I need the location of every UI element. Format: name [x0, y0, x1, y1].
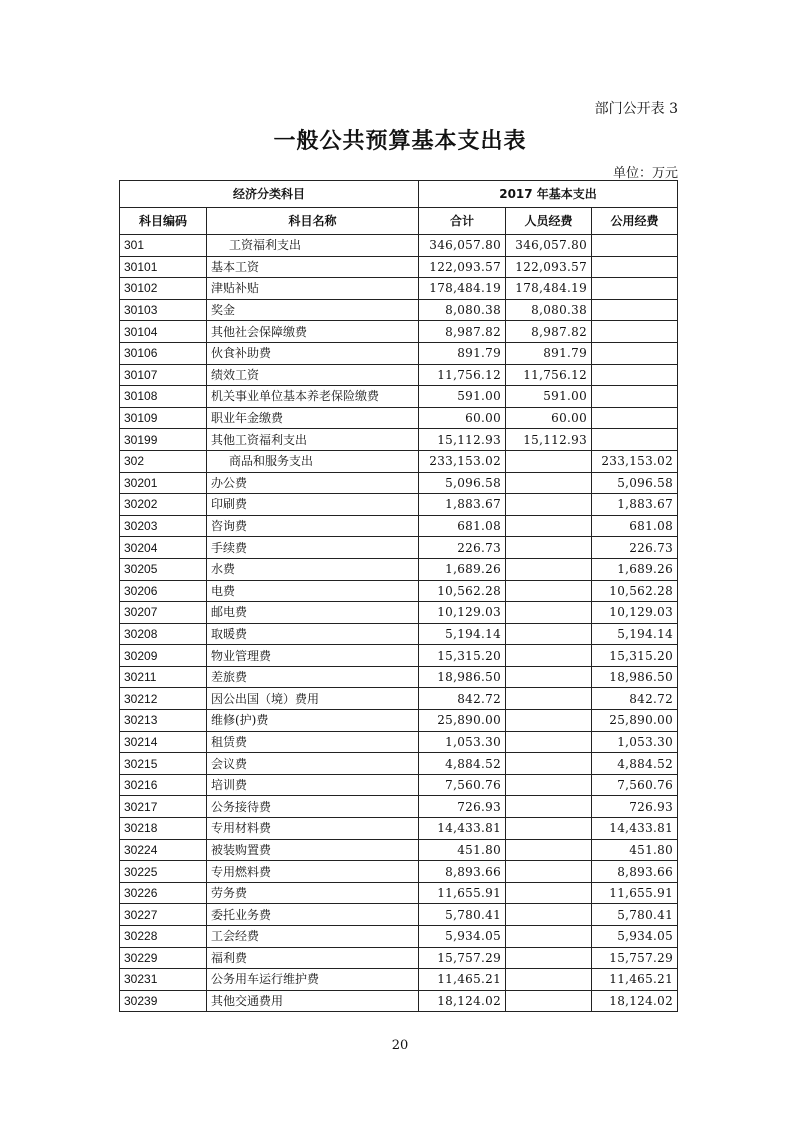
table-row: [120, 494, 678, 516]
table-row: [120, 537, 678, 559]
cell-name: 津贴补贴: [207, 278, 419, 300]
cell-total: 226.73: [419, 537, 506, 559]
table-row: [120, 926, 678, 948]
cell-total: 122,093.57: [419, 256, 506, 278]
cell-name: 奖金: [207, 299, 419, 321]
cell-personnel: [506, 537, 592, 559]
cell-code: 30203: [120, 515, 207, 537]
cell-total: 15,757.29: [419, 947, 506, 969]
header-economic-classification: 经济分类科目: [120, 181, 419, 208]
table-row: [120, 342, 678, 364]
cell-total: 5,096.58: [419, 472, 506, 494]
cell-public: [592, 321, 678, 343]
table-row: [120, 235, 678, 257]
cell-name: 其他工资福利支出: [207, 429, 419, 451]
cell-personnel: 122,093.57: [506, 256, 592, 278]
header-basic-expenditure: 2017 年基本支出: [419, 181, 678, 208]
cell-code: 30229: [120, 947, 207, 969]
cell-total: 18,124.02: [419, 990, 506, 1012]
table-row: [120, 623, 678, 645]
cell-code: 30107: [120, 364, 207, 386]
table-row: [120, 256, 678, 278]
cell-total: 1,053.30: [419, 731, 506, 753]
cell-code: 30108: [120, 386, 207, 408]
table-row: [120, 969, 678, 991]
cell-public: 451.80: [592, 839, 678, 861]
cell-personnel: [506, 666, 592, 688]
table-row: [120, 278, 678, 300]
cell-code: 30212: [120, 688, 207, 710]
cell-total: 178,484.19: [419, 278, 506, 300]
cell-total: 5,194.14: [419, 623, 506, 645]
cell-public: 1,883.67: [592, 494, 678, 516]
cell-public: [592, 386, 678, 408]
cell-name: 物业管理费: [207, 645, 419, 667]
cell-code: 30109: [120, 407, 207, 429]
table-row: [120, 386, 678, 408]
cell-code: 30206: [120, 580, 207, 602]
cell-public: 4,884.52: [592, 753, 678, 775]
unit-label: 单位：万元: [612, 166, 678, 181]
cell-total: 8,893.66: [419, 861, 506, 883]
cell-public: 842.72: [592, 688, 678, 710]
cell-code: 30204: [120, 537, 207, 559]
cell-total: 8,080.38: [419, 299, 506, 321]
cell-personnel: [506, 904, 592, 926]
cell-code: 30225: [120, 861, 207, 883]
cell-code: 30209: [120, 645, 207, 667]
budget-table: [119, 180, 678, 1012]
cell-code: 30214: [120, 731, 207, 753]
cell-personnel: 60.00: [506, 407, 592, 429]
cell-public: 18,124.02: [592, 990, 678, 1012]
cell-name: 取暖费: [207, 623, 419, 645]
cell-public: 233,153.02: [592, 450, 678, 472]
cell-personnel: [506, 558, 592, 580]
table-row: [120, 602, 678, 624]
cell-public: 15,757.29: [592, 947, 678, 969]
table-row: [120, 515, 678, 537]
cell-total: 591.00: [419, 386, 506, 408]
cell-name: 会议费: [207, 753, 419, 775]
cell-code: 30213: [120, 710, 207, 732]
cell-personnel: [506, 774, 592, 796]
table-row: [120, 990, 678, 1012]
cell-personnel: [506, 990, 592, 1012]
cell-total: 11,655.91: [419, 882, 506, 904]
cell-name: 公务接待费: [207, 796, 419, 818]
cell-personnel: [506, 796, 592, 818]
cell-total: 451.80: [419, 839, 506, 861]
cell-name: 水费: [207, 558, 419, 580]
cell-name: 机关事业单位基本养老保险缴费: [207, 386, 419, 408]
cell-personnel: 8,080.38: [506, 299, 592, 321]
header-group-row: [120, 181, 678, 208]
cell-name: 工资福利支出: [207, 235, 419, 257]
cell-public: 726.93: [592, 796, 678, 818]
cell-total: 8,987.82: [419, 321, 506, 343]
cell-public: 1,689.26: [592, 558, 678, 580]
cell-total: 25,890.00: [419, 710, 506, 732]
cell-personnel: [506, 882, 592, 904]
table-row: [120, 580, 678, 602]
cell-code: 30207: [120, 602, 207, 624]
cell-name: 劳务费: [207, 882, 419, 904]
cell-code: 30216: [120, 774, 207, 796]
cell-name: 印刷费: [207, 494, 419, 516]
cell-public: [592, 342, 678, 364]
cell-personnel: 591.00: [506, 386, 592, 408]
cell-personnel: [506, 645, 592, 667]
page-label: 部门公开表 3: [594, 101, 678, 117]
cell-name: 办公费: [207, 472, 419, 494]
cell-code: 30224: [120, 839, 207, 861]
cell-code: 30218: [120, 818, 207, 840]
table-row: [120, 882, 678, 904]
cell-total: 891.79: [419, 342, 506, 364]
cell-name: 其他交通费用: [207, 990, 419, 1012]
cell-total: 842.72: [419, 688, 506, 710]
table-row: [120, 861, 678, 883]
cell-total: 15,112.93: [419, 429, 506, 451]
cell-public: 14,433.81: [592, 818, 678, 840]
cell-total: 10,562.28: [419, 580, 506, 602]
cell-name: 专用材料费: [207, 818, 419, 840]
page-title: 一般公共预算基本支出表: [273, 129, 527, 154]
header-code: 科目编码: [120, 208, 207, 235]
cell-code: 30231: [120, 969, 207, 991]
cell-name: 职业年金缴费: [207, 407, 419, 429]
cell-code: 30217: [120, 796, 207, 818]
cell-total: 1,883.67: [419, 494, 506, 516]
cell-public: [592, 256, 678, 278]
table-row: [120, 796, 678, 818]
header-name: 科目名称: [207, 208, 419, 235]
cell-total: 4,884.52: [419, 753, 506, 775]
cell-name: 培训费: [207, 774, 419, 796]
cell-public: [592, 364, 678, 386]
cell-personnel: [506, 969, 592, 991]
cell-name: 委托业务费: [207, 904, 419, 926]
cell-code: 30101: [120, 256, 207, 278]
cell-code: 302: [120, 450, 207, 472]
cell-code: 30208: [120, 623, 207, 645]
cell-name: 被装购置费: [207, 839, 419, 861]
cell-code: 30211: [120, 666, 207, 688]
cell-personnel: [506, 731, 592, 753]
header-personnel: 人员经费: [506, 208, 592, 235]
cell-total: 60.00: [419, 407, 506, 429]
table-row: [120, 731, 678, 753]
cell-public: 11,655.91: [592, 882, 678, 904]
cell-code: 30102: [120, 278, 207, 300]
cell-total: 18,986.50: [419, 666, 506, 688]
cell-public: 5,934.05: [592, 926, 678, 948]
cell-total: 681.08: [419, 515, 506, 537]
cell-public: 18,986.50: [592, 666, 678, 688]
cell-name: 邮电费: [207, 602, 419, 624]
cell-public: 25,890.00: [592, 710, 678, 732]
cell-name: 电费: [207, 580, 419, 602]
cell-personnel: [506, 818, 592, 840]
cell-personnel: [506, 580, 592, 602]
table-body: [120, 235, 678, 1012]
cell-code: 30228: [120, 926, 207, 948]
cell-code: 301: [120, 235, 207, 257]
cell-name: 伙食补助费: [207, 342, 419, 364]
table-row: [120, 904, 678, 926]
cell-personnel: 891.79: [506, 342, 592, 364]
cell-public: 5,096.58: [592, 472, 678, 494]
cell-public: 226.73: [592, 537, 678, 559]
cell-public: 10,129.03: [592, 602, 678, 624]
table-row: [120, 299, 678, 321]
cell-name: 租赁费: [207, 731, 419, 753]
cell-name: 商品和服务支出: [207, 450, 419, 472]
cell-name: 差旅费: [207, 666, 419, 688]
table-row: [120, 364, 678, 386]
table-row: [120, 321, 678, 343]
table-row: [120, 839, 678, 861]
cell-public: 5,194.14: [592, 623, 678, 645]
cell-total: 14,433.81: [419, 818, 506, 840]
cell-personnel: [506, 839, 592, 861]
cell-code: 30103: [120, 299, 207, 321]
cell-personnel: [506, 947, 592, 969]
cell-name: 绩效工资: [207, 364, 419, 386]
cell-total: 1,689.26: [419, 558, 506, 580]
cell-total: 5,780.41: [419, 904, 506, 926]
cell-code: 30199: [120, 429, 207, 451]
cell-public: [592, 278, 678, 300]
cell-public: [592, 407, 678, 429]
cell-name: 咨询费: [207, 515, 419, 537]
cell-public: 5,780.41: [592, 904, 678, 926]
header-total: 合计: [419, 208, 506, 235]
cell-public: 8,893.66: [592, 861, 678, 883]
cell-name: 工会经费: [207, 926, 419, 948]
table-row: [120, 645, 678, 667]
cell-name: 公务用车运行维护费: [207, 969, 419, 991]
cell-personnel: [506, 861, 592, 883]
table-row: [120, 558, 678, 580]
cell-public: [592, 235, 678, 257]
table-row: [120, 450, 678, 472]
cell-name: 福利费: [207, 947, 419, 969]
table-row: [120, 753, 678, 775]
cell-personnel: 178,484.19: [506, 278, 592, 300]
cell-name: 基本工资: [207, 256, 419, 278]
cell-total: 5,934.05: [419, 926, 506, 948]
cell-personnel: 346,057.80: [506, 235, 592, 257]
table-row: [120, 947, 678, 969]
cell-total: 11,465.21: [419, 969, 506, 991]
cell-personnel: [506, 515, 592, 537]
cell-total: 346,057.80: [419, 235, 506, 257]
table-row: [120, 407, 678, 429]
cell-personnel: 11,756.12: [506, 364, 592, 386]
cell-code: 30239: [120, 990, 207, 1012]
cell-code: 30205: [120, 558, 207, 580]
table-row: [120, 429, 678, 451]
cell-total: 233,153.02: [419, 450, 506, 472]
cell-code: 30226: [120, 882, 207, 904]
page-number: 20: [391, 1038, 409, 1053]
cell-code: 30215: [120, 753, 207, 775]
cell-name: 手续费: [207, 537, 419, 559]
cell-personnel: [506, 926, 592, 948]
cell-code: 30202: [120, 494, 207, 516]
table-row: [120, 688, 678, 710]
cell-public: [592, 299, 678, 321]
table-row: [120, 774, 678, 796]
table-row: [120, 666, 678, 688]
cell-public: 681.08: [592, 515, 678, 537]
cell-personnel: 15,112.93: [506, 429, 592, 451]
cell-total: 7,560.76: [419, 774, 506, 796]
cell-personnel: [506, 472, 592, 494]
cell-name: 其他社会保障缴费: [207, 321, 419, 343]
cell-public: 7,560.76: [592, 774, 678, 796]
cell-total: 10,129.03: [419, 602, 506, 624]
cell-total: 11,756.12: [419, 364, 506, 386]
cell-public: 10,562.28: [592, 580, 678, 602]
cell-code: 30106: [120, 342, 207, 364]
cell-personnel: [506, 710, 592, 732]
header-column-row: [120, 208, 678, 235]
cell-public: 11,465.21: [592, 969, 678, 991]
cell-code: 30104: [120, 321, 207, 343]
table-row: [120, 472, 678, 494]
table-row: [120, 710, 678, 732]
cell-personnel: [506, 602, 592, 624]
cell-code: 30227: [120, 904, 207, 926]
cell-personnel: [506, 450, 592, 472]
cell-name: 因公出国（境）费用: [207, 688, 419, 710]
header-public: 公用经费: [592, 208, 678, 235]
cell-personnel: [506, 623, 592, 645]
cell-public: 1,053.30: [592, 731, 678, 753]
cell-personnel: [506, 494, 592, 516]
cell-public: [592, 429, 678, 451]
cell-personnel: [506, 688, 592, 710]
cell-public: 15,315.20: [592, 645, 678, 667]
cell-name: 专用燃料费: [207, 861, 419, 883]
cell-total: 15,315.20: [419, 645, 506, 667]
cell-code: 30201: [120, 472, 207, 494]
cell-personnel: [506, 753, 592, 775]
cell-personnel: 8,987.82: [506, 321, 592, 343]
cell-total: 726.93: [419, 796, 506, 818]
table-row: [120, 818, 678, 840]
cell-name: 维修(护)费: [207, 710, 419, 732]
